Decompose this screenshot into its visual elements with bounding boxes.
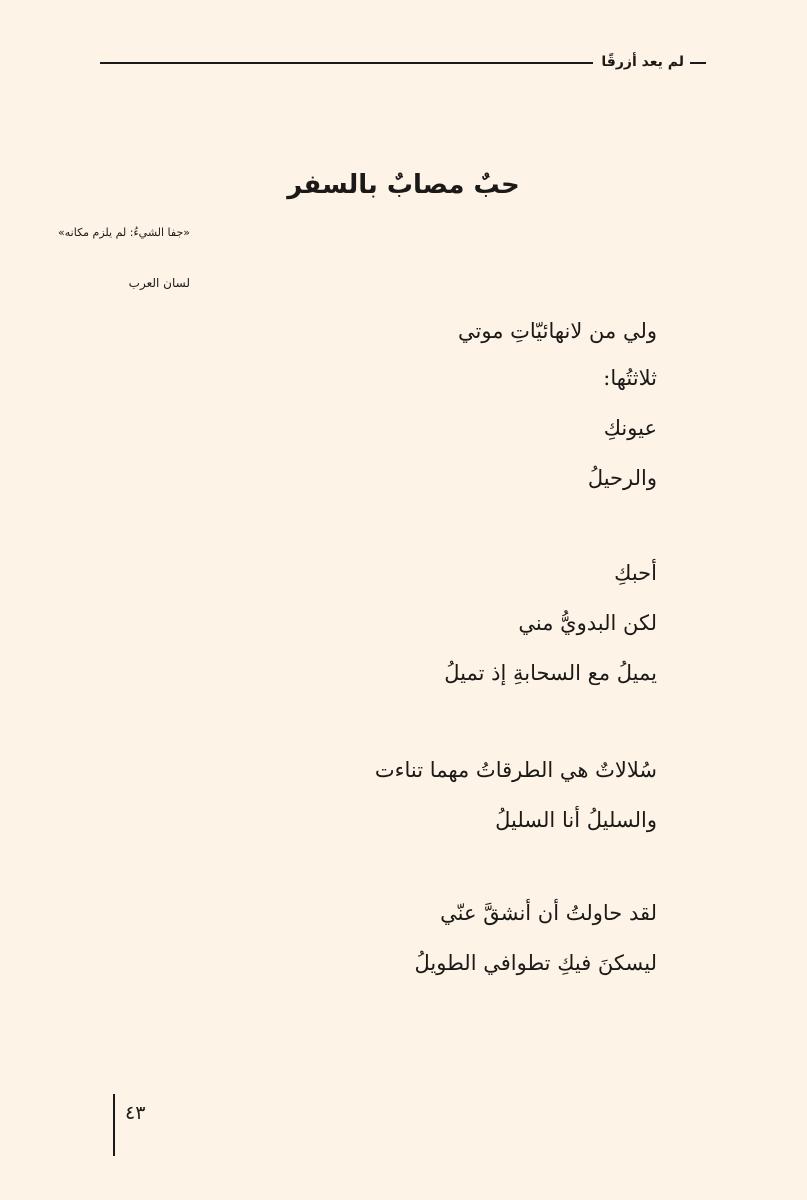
footer-rule [113,1094,115,1156]
verse-line: والرحيلُ [587,466,657,490]
epigraph-quote: «جفا الشيءُ: لم يلزم مكانه» [58,226,190,239]
verse-line: يميلُ مع السحابةِ إذ تميلُ [444,661,657,685]
verse-line: والسليلُ أنا السليلُ [495,808,657,832]
poem-title: حبٌ مصابٌ بالسفر [287,170,520,200]
verse-line: سُلالاتٌ هي الطرقاتُ مهما تناءت [374,758,657,782]
header-rule-right [690,62,706,64]
page-number: ٤٣ [125,1102,146,1124]
running-title: لم يعد أزرقًا [601,54,684,70]
verse-line: ليسكنَ فيكِ تطوافي الطويلُ [414,951,657,975]
verse-line: ولي من لانهائيّاتِ موتي [458,319,657,343]
verse-line: أحبكِ [614,561,657,585]
verse-line: لكن البدويُّ مني [518,611,657,635]
verse-line: ثلاثتُها: [603,366,657,390]
header-rule-left [100,62,593,64]
verse-line: لقد حاولتُ أن أنشقَّ عنّي [440,901,657,925]
epigraph-source: لسان العرب [128,276,190,290]
verse-line: عيونكِ [603,416,657,440]
running-header [100,50,706,74]
